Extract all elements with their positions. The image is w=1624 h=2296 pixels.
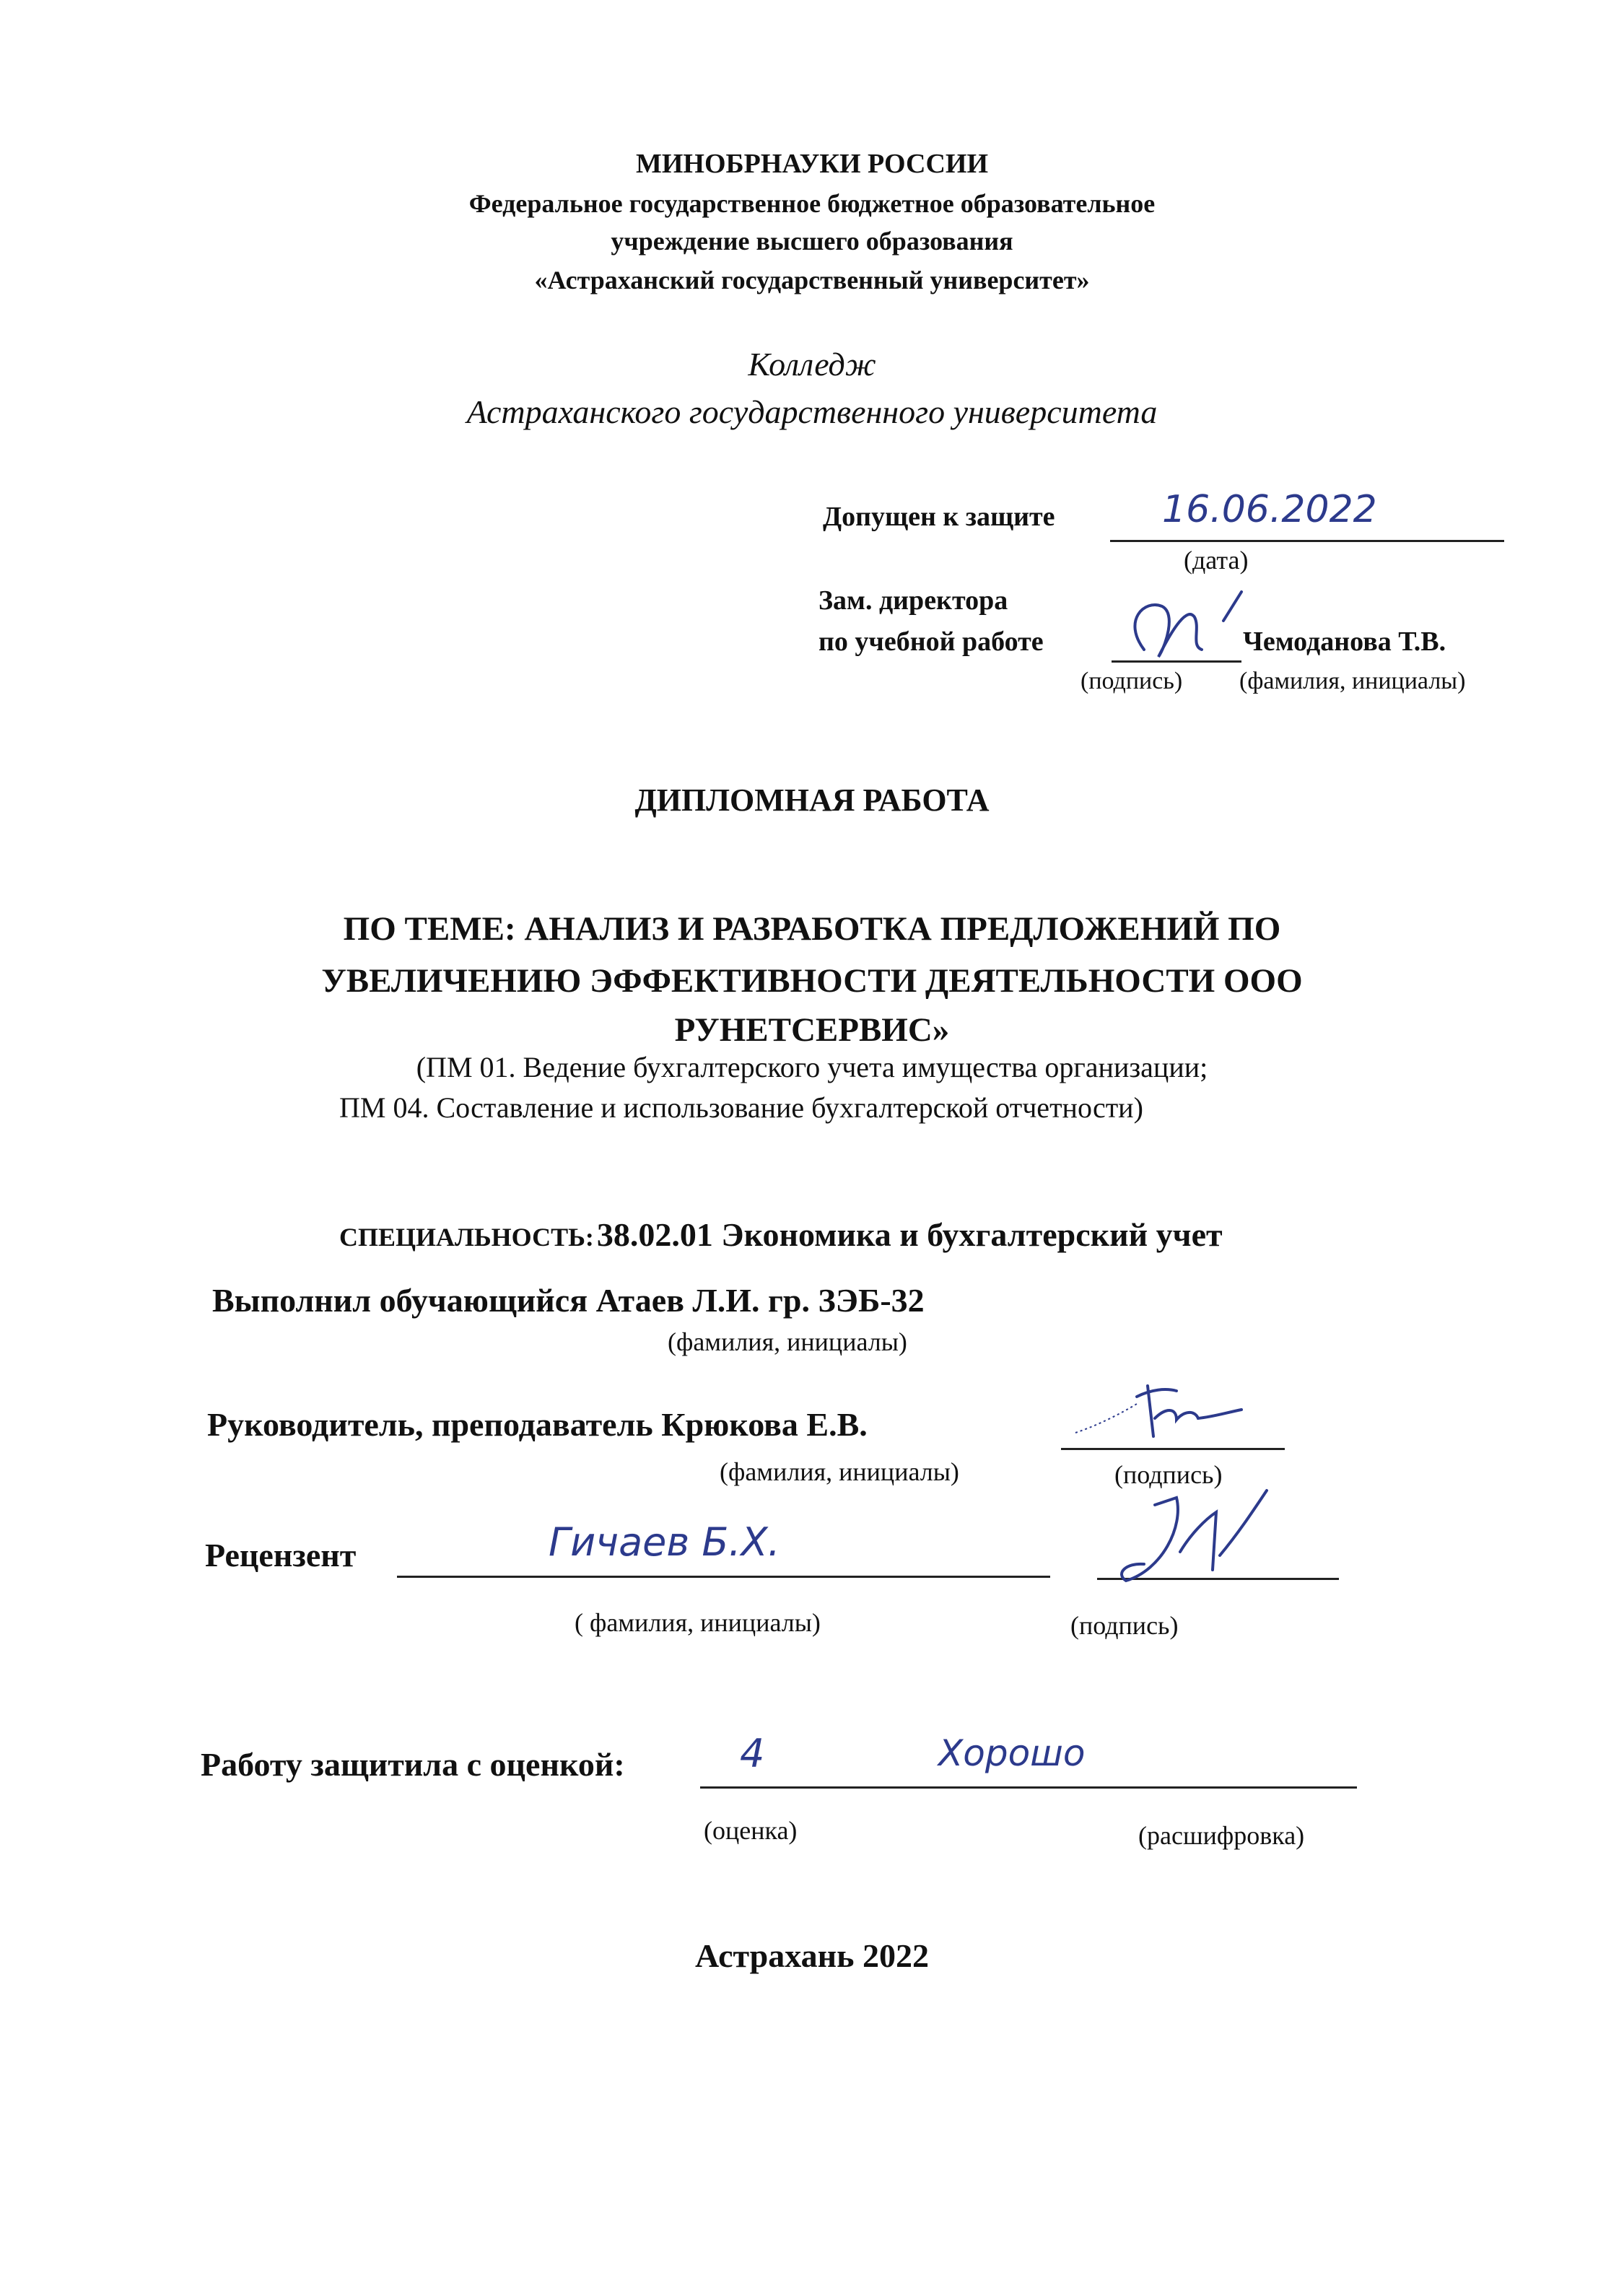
deputy-name: Чемоданова Т.В. [1243, 627, 1446, 657]
topic-module-1: (ПМ 01. Ведение бухгалтерского учета имущества организации; [416, 1051, 1208, 1083]
reviewer-name-value: Гичаев Б.Х. [549, 1519, 780, 1565]
supervisor-signature-caption: (подпись) [1114, 1460, 1223, 1489]
topic-module-2: ПМ 04. Составление и использование бухгалтерской отчетности) [339, 1091, 1143, 1124]
college-line-2: Астраханского государственного университета [466, 393, 1158, 430]
grade-value: 4 [740, 1731, 765, 1776]
topic-line-3: РУНЕТСЕРВИС» [674, 1011, 950, 1049]
grade-label: Работу защитила с оценкой: [201, 1746, 625, 1783]
grade-text-caption: (расшифровка) [1138, 1821, 1305, 1850]
supervisor-name-caption: (фамилия, инициалы) [720, 1457, 959, 1486]
admission-date-value: 16.06.2022 [1162, 488, 1377, 531]
reviewer-name-line [397, 1576, 1050, 1578]
topic-line-1: ПО ТЕМЕ: АНАЛИЗ И РАЗРАБОТКА ПРЕДЛОЖЕНИЙ ПО [343, 910, 1281, 948]
university-name: «Астраханский государственный университет» [534, 266, 1090, 294]
grade-value-text: Хорошо [938, 1732, 1086, 1774]
deputy-title-line-1: Зам. директора [818, 585, 1008, 616]
reviewer-label: Рецензент [205, 1537, 357, 1573]
student-line: Выполнил обучающийся Атаев Л.И. гр. ЗЭБ-32 [212, 1282, 925, 1319]
specialty-row [339, 1215, 1223, 1254]
specialty-label: СПЕЦИАЛЬНОСТЬ: [339, 1223, 594, 1252]
admission-label: Допущен к защите [823, 502, 1055, 532]
institution-line-1: Федеральное государственное бюджетное образовательное [468, 189, 1156, 218]
grade-line [700, 1786, 1357, 1789]
deputy-signature-caption: (подпись) [1081, 668, 1183, 694]
reviewer-name-caption: ( фамилия, инициалы) [575, 1608, 821, 1637]
reviewer-signature-caption: (подпись) [1070, 1611, 1179, 1640]
supervisor-signature-mark [1068, 1375, 1256, 1454]
work-type-title: ДИПЛОМНАЯ РАБОТА [634, 782, 990, 818]
topic-line-2: УВЕЛИЧЕНИЮ ЭФФЕКТИВНОСТИ ДЕЯТЕЛЬНОСТИ ООО [321, 962, 1303, 1000]
deputy-signature-mark [1115, 577, 1260, 671]
deputy-title-line-2: по учебной работе [818, 627, 1044, 657]
college-line-1: Колледж [748, 346, 876, 383]
admission-date-caption: (дата) [1184, 546, 1249, 575]
supervisor-line: Руководитель, преподаватель Крюкова Е.В. [207, 1406, 868, 1443]
institution-line-2: учреждение высшего образования [611, 227, 1013, 256]
reviewer-signature-mark [1112, 1483, 1299, 1599]
grade-value-caption: (оценка) [704, 1816, 798, 1845]
student-caption: (фамилия, инициалы) [668, 1327, 907, 1356]
deputy-name-caption: (фамилия, инициалы) [1239, 668, 1466, 694]
specialty-value: 38.02.01 Экономика и бухгалтерский учет [596, 1216, 1223, 1253]
ministry-title: МИНОБРНАУКИ РОССИИ [635, 149, 989, 179]
city-year: Астрахань 2022 [695, 1937, 929, 1974]
admission-date-line [1110, 540, 1504, 542]
